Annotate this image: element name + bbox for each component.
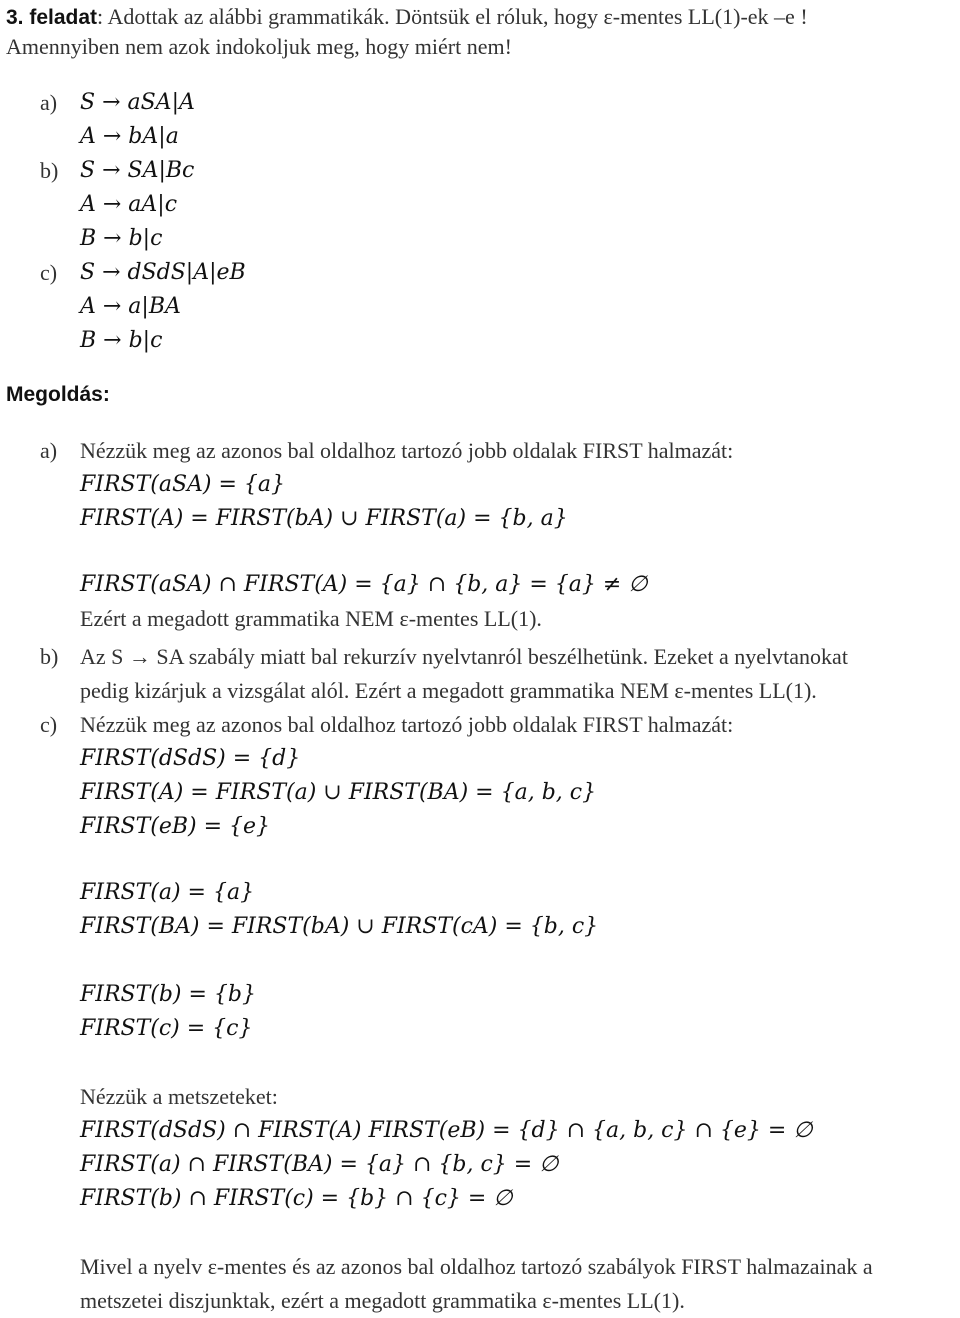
solution-c-metszet-intro: Nézzük a metszeteket: [80, 1084, 278, 1109]
solution-c-intro: Nézzük meg az azonos bal oldalhoz tartozó jobb oldalak FIRST halmazát: [80, 712, 734, 737]
task-line-1 [6, 2, 808, 33]
final-conclusion-line-2: metszetei diszjunktak, ezért a megadott grammatika ε-mentes LL(1). [80, 1288, 685, 1313]
solution-c-label: c) [40, 712, 58, 737]
grammar-a-rule-2: A → bA|a [80, 124, 179, 149]
solution-a-intro: Nézzük meg az azonos bal oldalhoz tartozó jobb oldalak FIRST halmazát: [80, 438, 734, 463]
solution-a-intersection: FIRST(aSA) ∩ FIRST(A) = {a} ∩ {b, a} = {a} ≠ ∅ [80, 572, 648, 597]
solution-a-first-1: FIRST(aSA) = {a} [80, 472, 286, 497]
grammar-c-rule-1: S → dSdS|A|eB [80, 260, 246, 285]
solution-c-first-3: FIRST(eB) = {e} [80, 814, 271, 839]
solution-c-first-1: FIRST(dSdS) = {d} [80, 746, 301, 771]
grammar-c-label: c) [40, 260, 58, 285]
solution-b-line-2: pedig kizárjuk a vizsgálat alól. Ezért a megadott grammatika NEM ε-mentes LL(1). [80, 678, 817, 703]
grammar-c-rule-3: B → b|c [80, 328, 163, 353]
solution-b-line-1: Az S → SA szabály miatt bal rekurzív nyelvtanról beszélhetünk. Ezeket a nyelvtanokat [80, 644, 848, 669]
task-text-1: : Adottak az alábbi grammatikák. Döntsük el róluk, hogy ε-mentes LL(1)-ek –e ! [97, 4, 808, 29]
solution-a-conclusion: Ezért a megadott grammatika NEM ε-mentes LL(1). [80, 606, 542, 631]
solution-c-first-5: FIRST(BA) = FIRST(bA) ∪ FIRST(cA) = {b, c} [80, 914, 599, 939]
task-number: 3. feladat [6, 6, 98, 29]
solution-c-first-6: FIRST(b) = {b} [80, 982, 257, 1007]
solution-c-first-4: FIRST(a) = {a} [80, 880, 255, 905]
grammar-c-rule-2: A → a|BA [80, 294, 181, 319]
grammar-b-label: b) [40, 158, 59, 183]
solution-heading: Megoldás: [6, 383, 110, 406]
solution-a-label: a) [40, 438, 58, 463]
final-conclusion-line-1: Mivel a nyelv ε-mentes és az azonos bal oldalhoz tartozó szabályok FIRST halmazainak a [80, 1254, 873, 1279]
solution-c-metszet-3: FIRST(b) ∩ FIRST(c) = {b} ∩ {c} = ∅ [80, 1186, 513, 1211]
solution-a-first-2: FIRST(A) = FIRST(bA) ∪ FIRST(a) = {b, a} [80, 506, 568, 531]
solution-c-first-2: FIRST(A) = FIRST(a) ∪ FIRST(BA) = {a, b, c} [80, 780, 597, 805]
grammar-b-rule-2: A → aA|c [80, 192, 178, 217]
grammar-b-rule-1: S → SA|Bc [80, 158, 195, 183]
solution-c-metszet-1: FIRST(dSdS) ∩ FIRST(A) FIRST(eB) = {d} ∩ {a, b, c} ∩ {e} = ∅ [80, 1118, 813, 1143]
grammar-a-rule-1: S → aSA|A [80, 90, 195, 115]
solution-b-label: b) [40, 644, 59, 669]
grammar-a-label: a) [40, 90, 58, 115]
solution-c-first-7: FIRST(c) = {c} [80, 1016, 253, 1041]
task-text-2: Amennyiben nem azok indokoljuk meg, hogy miért nem! [6, 34, 512, 59]
solution-c-metszet-2: FIRST(a) ∩ FIRST(BA) = {a} ∩ {b, c} = ∅ [80, 1152, 559, 1177]
grammar-b-rule-3: B → b|c [80, 226, 163, 251]
